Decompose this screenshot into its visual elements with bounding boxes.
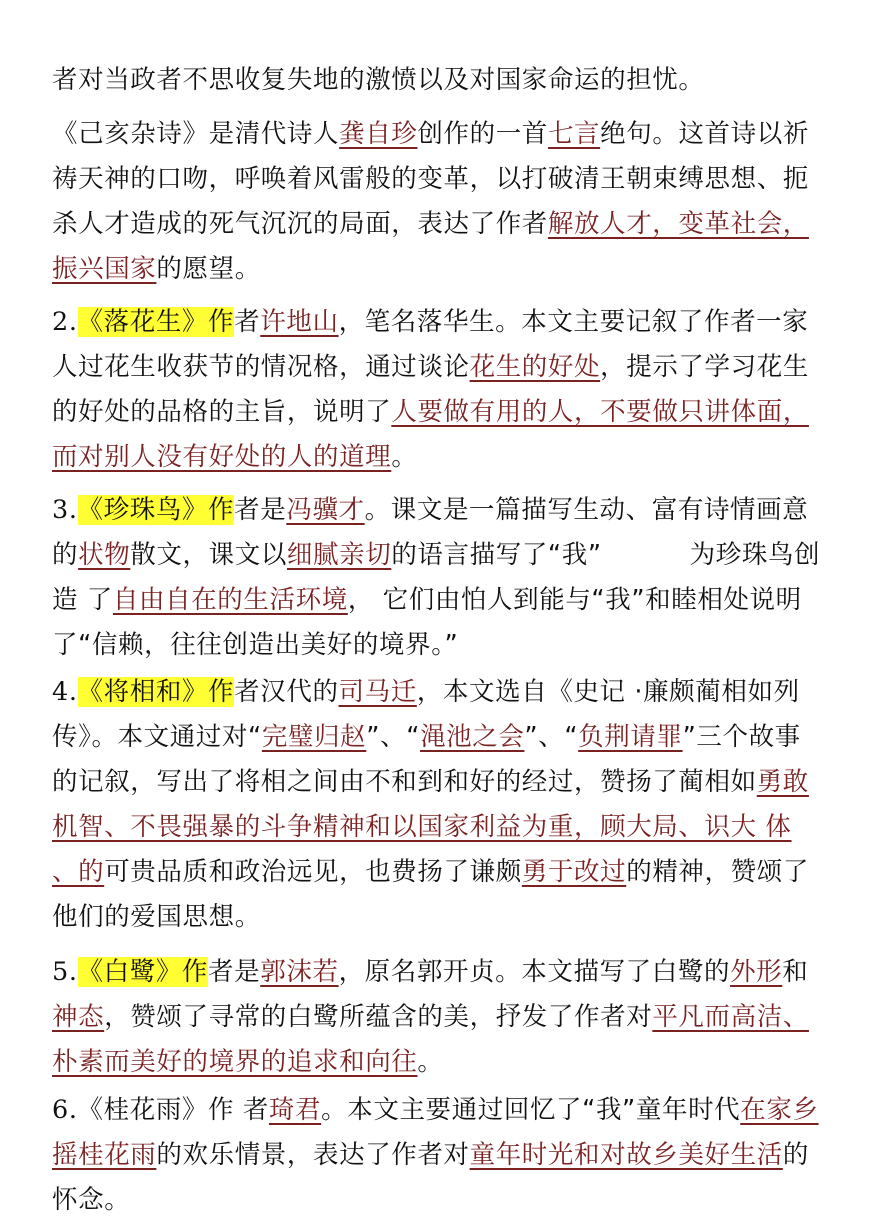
text: 者是: [208, 957, 261, 987]
text: ，笔名落华生。本文主要记叙了作者一家人过花生收获节的情况格，通过谈论: [52, 307, 809, 382]
text: 的怀念。: [52, 1140, 809, 1215]
underlined-author: 龚自珍: [339, 119, 418, 149]
text: 《己亥杂诗》是清代诗人: [52, 119, 340, 149]
paragraph-luohuasheng: [52, 300, 824, 480]
text: 的精神，赞颂了他们的爱国思想。: [52, 857, 809, 932]
underlined-author: 许地山: [260, 307, 339, 337]
underlined-author: 司马迁: [338, 677, 417, 707]
text: 可贵品质和政治远见，也费扬了谦颇: [104, 857, 522, 887]
item-number: 6.: [52, 1095, 78, 1125]
item-number: 3.: [52, 495, 78, 525]
text: ，原名郭开贞。本文描写了白鹭的: [338, 957, 731, 987]
underlined-form: 七言: [547, 119, 601, 149]
underlined-author: 冯骥才: [286, 495, 365, 525]
text: 创作的一首: [417, 119, 548, 149]
text: 和: [782, 957, 809, 987]
text: ，提示了学习花生的好处的品格的主旨，说明了: [52, 352, 809, 427]
text: ”三个故事的记叙，写出了将相之间由不和到和好的经过，赞扬了蔺相如: [52, 722, 801, 797]
text: 。: [391, 442, 418, 472]
text: ，赞颂了寻常的白鹭所蕴含的美，抒发了作者对: [104, 1002, 653, 1032]
underlined-author: 郭沫若: [260, 957, 339, 987]
text: 绝句。这首诗以祈祷天神的口吻，呼唤着风雷般的变革，以打破清王朝束缚思想、扼杀人才造成的死气沉沉的局面，表达了作者: [52, 119, 809, 239]
underlined-phrase: 花生的好处: [469, 352, 601, 382]
underlined-style: 细腻亲切: [286, 540, 392, 570]
text: 者对当政者不思收复失地的激愤以及对国家命运的担忧。: [52, 65, 705, 95]
highlighted-title: 《珍珠鸟》作: [77, 495, 235, 525]
underlined-phrase: 勇于改过: [521, 857, 627, 887]
underlined-theme: 解放人才，变革社会，振兴国家: [52, 209, 809, 284]
text: 的愿望。: [156, 254, 261, 284]
underlined-theme: 童年时光和对故乡美好生活: [469, 1140, 783, 1170]
text: ”、“: [524, 722, 579, 752]
paragraph-continuation: [52, 58, 824, 103]
text: ， 它们由怕人到能与“我”和睦相处说明了“信赖，往往创造出美好的境界。”: [52, 585, 802, 660]
paragraph-zhenzhuniao: [52, 488, 824, 668]
paragraph-bailu: [52, 950, 824, 1085]
title: 《桂花雨》作 者: [77, 1095, 269, 1125]
underlined-story-1: 完璧归赵: [261, 722, 367, 752]
paragraph-jihai-zashi: [52, 112, 824, 292]
underlined-word-1: 外形: [730, 957, 783, 987]
underlined-theme: 平凡而高洁、朴素而美好的境界的追求和向往: [52, 1002, 809, 1077]
text: 为珍珠鸟创造 了: [52, 540, 821, 615]
highlighted-title: 《将相和》作: [77, 677, 235, 707]
underlined-genre: 状物: [78, 540, 131, 570]
highlighted-title: 《落花生》作: [77, 307, 235, 337]
text: 。课文是一篇描写生动、富有诗情画意的: [52, 495, 809, 570]
text: 者汉代的: [234, 677, 339, 707]
text: 。本文主要通过回忆了“我”童年时代: [321, 1095, 741, 1125]
underlined-author: 琦君: [268, 1095, 322, 1125]
item-number: 2.: [52, 307, 78, 337]
item-number: 5.: [52, 957, 78, 987]
underlined-phrase: 自由自在的生活环境: [112, 585, 348, 615]
item-number: 4.: [52, 677, 78, 707]
text: ，本文选自《史记 ·廉颇蔺相如列传》。本文通过对“: [52, 677, 800, 752]
text: 的欢乐情景，表达了作者对: [156, 1140, 470, 1170]
underlined-word-2: 神态: [52, 1002, 105, 1032]
underlined-theme: 人要做有用的人，不要做只讲体面，而对别人没有好处的人的道理: [52, 397, 809, 472]
highlighted-title: 《白鹭》作: [77, 957, 209, 987]
text: 的语言描写了“我”: [391, 540, 602, 570]
underlined-theme: 勇敢机智、不畏强暴的斗争精神和以国家利益为重，顾大局、识大 体 、的: [52, 767, 809, 887]
paragraph-guihuayu: [52, 1088, 824, 1223]
paragraph-jiangxianghe: [52, 670, 824, 940]
text: 者: [234, 307, 261, 337]
underlined-story-2: 渑池之会: [420, 722, 525, 752]
text: 散文，课文以: [130, 540, 287, 570]
text: 者是: [234, 495, 287, 525]
underlined-phrase: 在家乡摇桂花雨: [52, 1095, 819, 1170]
text: ”、“: [366, 722, 421, 752]
underlined-story-3: 负荆请罪: [578, 722, 683, 752]
text: 。: [417, 1047, 444, 1077]
